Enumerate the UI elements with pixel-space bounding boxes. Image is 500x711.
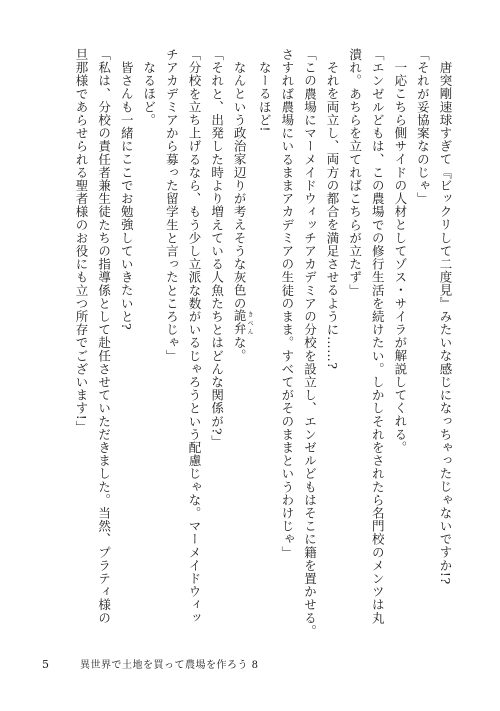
ruby-reading: きべん <box>246 309 254 336</box>
text-line: チアカデミアから募った留学生と言ったところじゃ」 <box>164 48 180 363</box>
text-line: 旦那様であらせられる聖者様のお役にも立つ所存でございます!」 <box>74 48 89 434</box>
text-line: 「それが妥協案なのじゃ」 <box>415 48 431 206</box>
text-line: それを両立し、両方の都合を満足させるように……? <box>325 60 341 370</box>
text-line: 「エンゼルどもは、この農場での修行生活を続けたい。しかしそれをされたら名門校のメンツは丸 <box>370 48 386 625</box>
text-line: 皆さんも一緒にここでお勉強していきたいと? <box>119 60 135 330</box>
text-line-with-ruby <box>228 48 253 648</box>
text-line: 「それと、出発した時より増えている人魚たちとはどんな関係が?」 <box>209 48 225 449</box>
text-line: なるほど。 <box>141 60 157 126</box>
running-title: 異世界で土地を買って農場を作ろう 8 <box>80 660 259 671</box>
page-number: 5 <box>42 658 49 671</box>
text-line: 「分校を立ち上げるなら、もう少し立派な数がいるじゃろうという配慮じゃな。マーメイドウィッ <box>186 48 202 625</box>
text-segment: な。 <box>232 335 248 362</box>
text-line: 唐突剛速球すぎて『ビックリして二度見』みたいな感じになっちゃったじゃないですか!? <box>438 60 453 585</box>
page-footer <box>42 656 259 671</box>
ruby-word <box>232 309 254 336</box>
text-line: 一応こちら側サイドの人材としてゾス・サイラが解説してくれる。 <box>392 60 408 454</box>
text-line: さすれば農場にいるままアカデミアの生徒のまま。すべてがそのままというわけじゃ」 <box>279 48 295 559</box>
text-line: 潰れ。あちらを立てればこちらが立たず」 <box>347 48 363 297</box>
vertical-body-text <box>42 48 456 648</box>
ruby-base: 詭弁 <box>232 309 248 336</box>
text-line: なーるほど! <box>257 60 273 132</box>
text-segment: なんという政治家辺りが考えそうな灰色の <box>232 60 248 310</box>
text-line: 「この農場にマーメイドウィッチアカデミアの分校を設立し、エンゼルどもはそこに籍を置かせる。 <box>302 48 318 638</box>
text-line: 「私は、分校の責任者兼生徒たちの指導係として赴任させていただきました。当然、プラティ様の <box>96 48 112 625</box>
